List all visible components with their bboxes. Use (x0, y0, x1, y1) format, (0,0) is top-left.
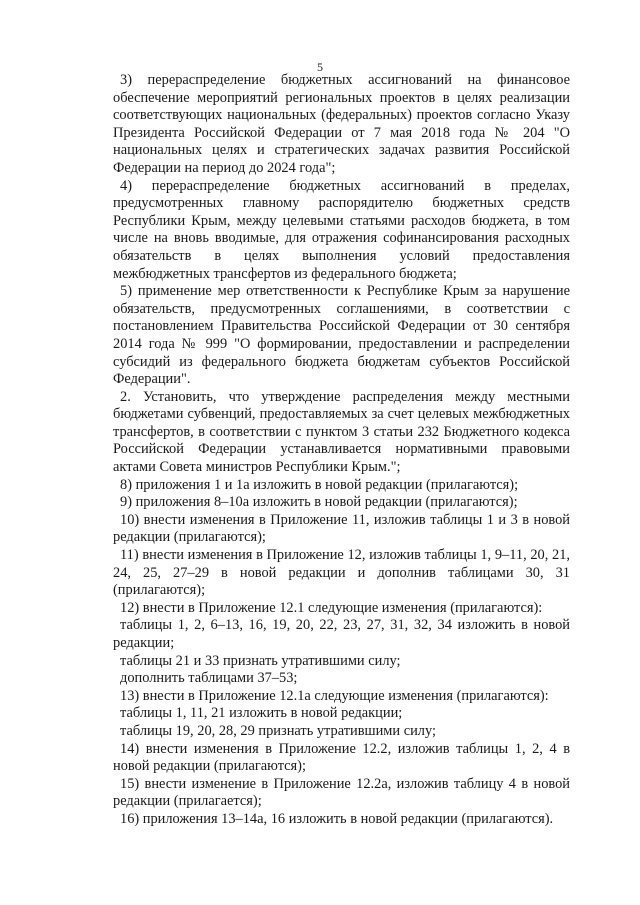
paragraph: таблицы 19, 20, 28, 29 признать утратившими силу; (120, 722, 436, 739)
paragraph: таблицы 1, 11, 21 изложить в новой редакции; (120, 705, 403, 722)
paragraph: 15) внести изменение в Приложение 12.2а, изложив таблицу 4 в новой редакции (прилагается); (113, 775, 570, 810)
paragraph: 2. Установить, что утверждение распределения между местными бюджетами субвенций, предоставляемых за счет целевых межбюджетных трансфертов, в соответствии с пунктом 3 статьи 232 Бюджетного кодекса Российской Федерации устанавливается нормативными правовыми актами Совета министров Республики Крым."; (113, 388, 570, 476)
document-body (113, 72, 570, 829)
paragraph: 8) приложения 1 и 1а изложить в новой редакции (прилагаются); (120, 476, 519, 493)
paragraph: 10) внести изменения в Приложение 11, изложив таблицы 1 и 3 в новой редакции (прилагаются); (113, 511, 570, 546)
paragraph: 3) перераспределение бюджетных ассигнований на финансовое обеспечение мероприятий региональных проектов в целях реализации соответствующих национальных (федеральных) проектов согласно Указу Президента Российской Федерации от 7 мая 2018 года № 204 "О национальных целях и стратегических задачах развития Российской Федерации на период до 2024 года"; (113, 72, 570, 176)
paragraph: 12) внести в Приложение 12.1 следующие изменения (прилагаются): (120, 599, 543, 616)
paragraph: таблицы 1, 2, 6–13, 16, 19, 20, 22, 23, 27, 31, 32, 34 изложить в новой редакции; (113, 617, 570, 651)
paragraph: 16) приложения 13–14а, 16 изложить в новой редакции (прилагаются). (120, 810, 554, 827)
paragraph: дополнить таблицами 37–53; (120, 670, 298, 687)
paragraph: 4) перераспределение бюджетных ассигнований в пределах, предусмотренных главному распорядителю бюджетных средств Республики Крым, между целевыми статьями расходов бюджета, в том числе на вновь вводимые, для отражения софинансирования расходных обязательств в целях выполнения условий предоставления межбюджетных трансфертов из федерального бюджета; (113, 177, 570, 282)
paragraph: 9) приложения 8–10а изложить в новой редакции (прилагаются); (120, 494, 518, 511)
paragraph: 13) внести в Приложение 12.1а следующие изменения (прилагаются): (120, 687, 549, 704)
paragraph: 5) применение мер ответственности к Республике Крым за нарушение обязательств, предусмотренных соглашениями, в соответствии с постановлением Правительства Российской Федерации от 30 сентября 2014 года № 999 "О формировании, предоставлении и распределении субсидий из федерального бюджета бюджетам субъектов Российской Федерации". (113, 283, 570, 388)
page-number: 5 (317, 60, 323, 74)
paragraph: 11) внести изменения в Приложение 12, изложив таблицы 1, 9–11, 20, 21, 24, 25, 27–29 в новой редакции и дополнив таблицами 30, 31 (прилагаются); (113, 547, 570, 599)
paragraph: 14) внести изменения в Приложение 12.2, изложив таблицы 1, 2, 4 в новой редакции (прилагаются); (113, 740, 570, 775)
paragraph: таблицы 21 и 33 признать утратившими силу; (120, 652, 401, 669)
